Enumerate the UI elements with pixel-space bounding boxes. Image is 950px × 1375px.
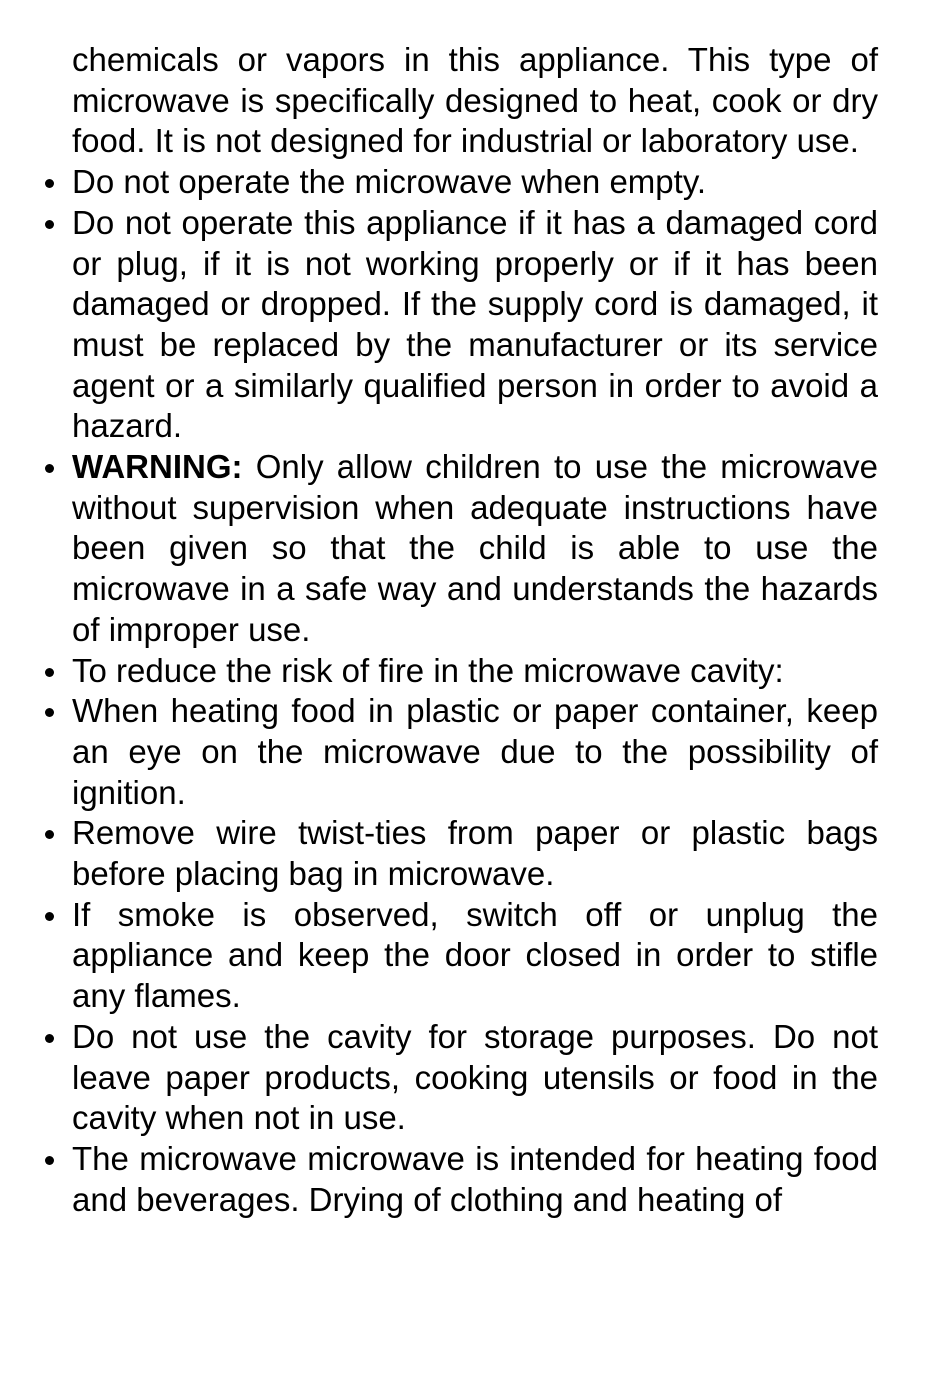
- list-item-text: When heating food in plastic or paper container, keep an eye on the microwave due to the possibility of ignition.: [72, 692, 878, 811]
- list-item: [72, 651, 878, 692]
- list-item: [72, 447, 878, 651]
- bullet-icon: [45, 1034, 54, 1043]
- bullet-icon: [45, 220, 54, 229]
- list-item-text: The microwave microwave is intended for heating food and beverages. Drying of clothing and heating of: [72, 1139, 878, 1218]
- bullet-icon: [45, 464, 54, 473]
- bullet-icon: [45, 1156, 54, 1165]
- list-item: [72, 162, 878, 203]
- list-item: [72, 1139, 878, 1220]
- list-item-text: Do not operate the microwave when empty.: [72, 163, 707, 201]
- list-item: [72, 1017, 878, 1139]
- list-item-text: If smoke is observed, switch off or unplug the appliance and keep the door closed in order to stifle any flames.: [72, 895, 878, 1015]
- bullet-icon: [45, 179, 54, 188]
- list-item: [72, 813, 878, 894]
- list-item-text: Do not use the cavity for storage purposes. Do not leave paper products, cooking utensils or food in the cavity when not in use.: [72, 1017, 878, 1137]
- list-item: [72, 895, 878, 1017]
- bullet-icon: [45, 668, 54, 677]
- list-item: [72, 691, 878, 813]
- list-item: [72, 203, 878, 447]
- bullet-icon: [45, 912, 54, 921]
- safety-list: [72, 162, 878, 1220]
- list-item-text: Only allow children to use the microwave without supervision when adequate instructions have been given so that the child is able to use the microwave in a safe way and understands the hazards of improper use.: [72, 448, 878, 648]
- intro-paragraph: chemicals or vapors in this appliance. This type of microwave is specifically designed to heat, cook or dry food. It is not designed for industrial or laboratory use.: [72, 41, 878, 160]
- bullet-icon: [45, 830, 54, 839]
- bullet-icon: [45, 708, 54, 717]
- list-item-text: Remove wire twist-ties from paper or plastic bags before placing bag in microwave.: [72, 814, 878, 893]
- list-item-text: Do not operate this appliance if it has a damaged cord or plug, if it is not working properly or if it has been damaged or dropped. If the supply cord is damaged, it must be replaced by the manufacturer or its service agent or a similarly qualified person in order to avoid a hazard.: [72, 203, 878, 445]
- warning-label: WARNING:: [72, 448, 243, 486]
- list-item-text: To reduce the risk of fire in the microwave cavity:: [72, 651, 784, 689]
